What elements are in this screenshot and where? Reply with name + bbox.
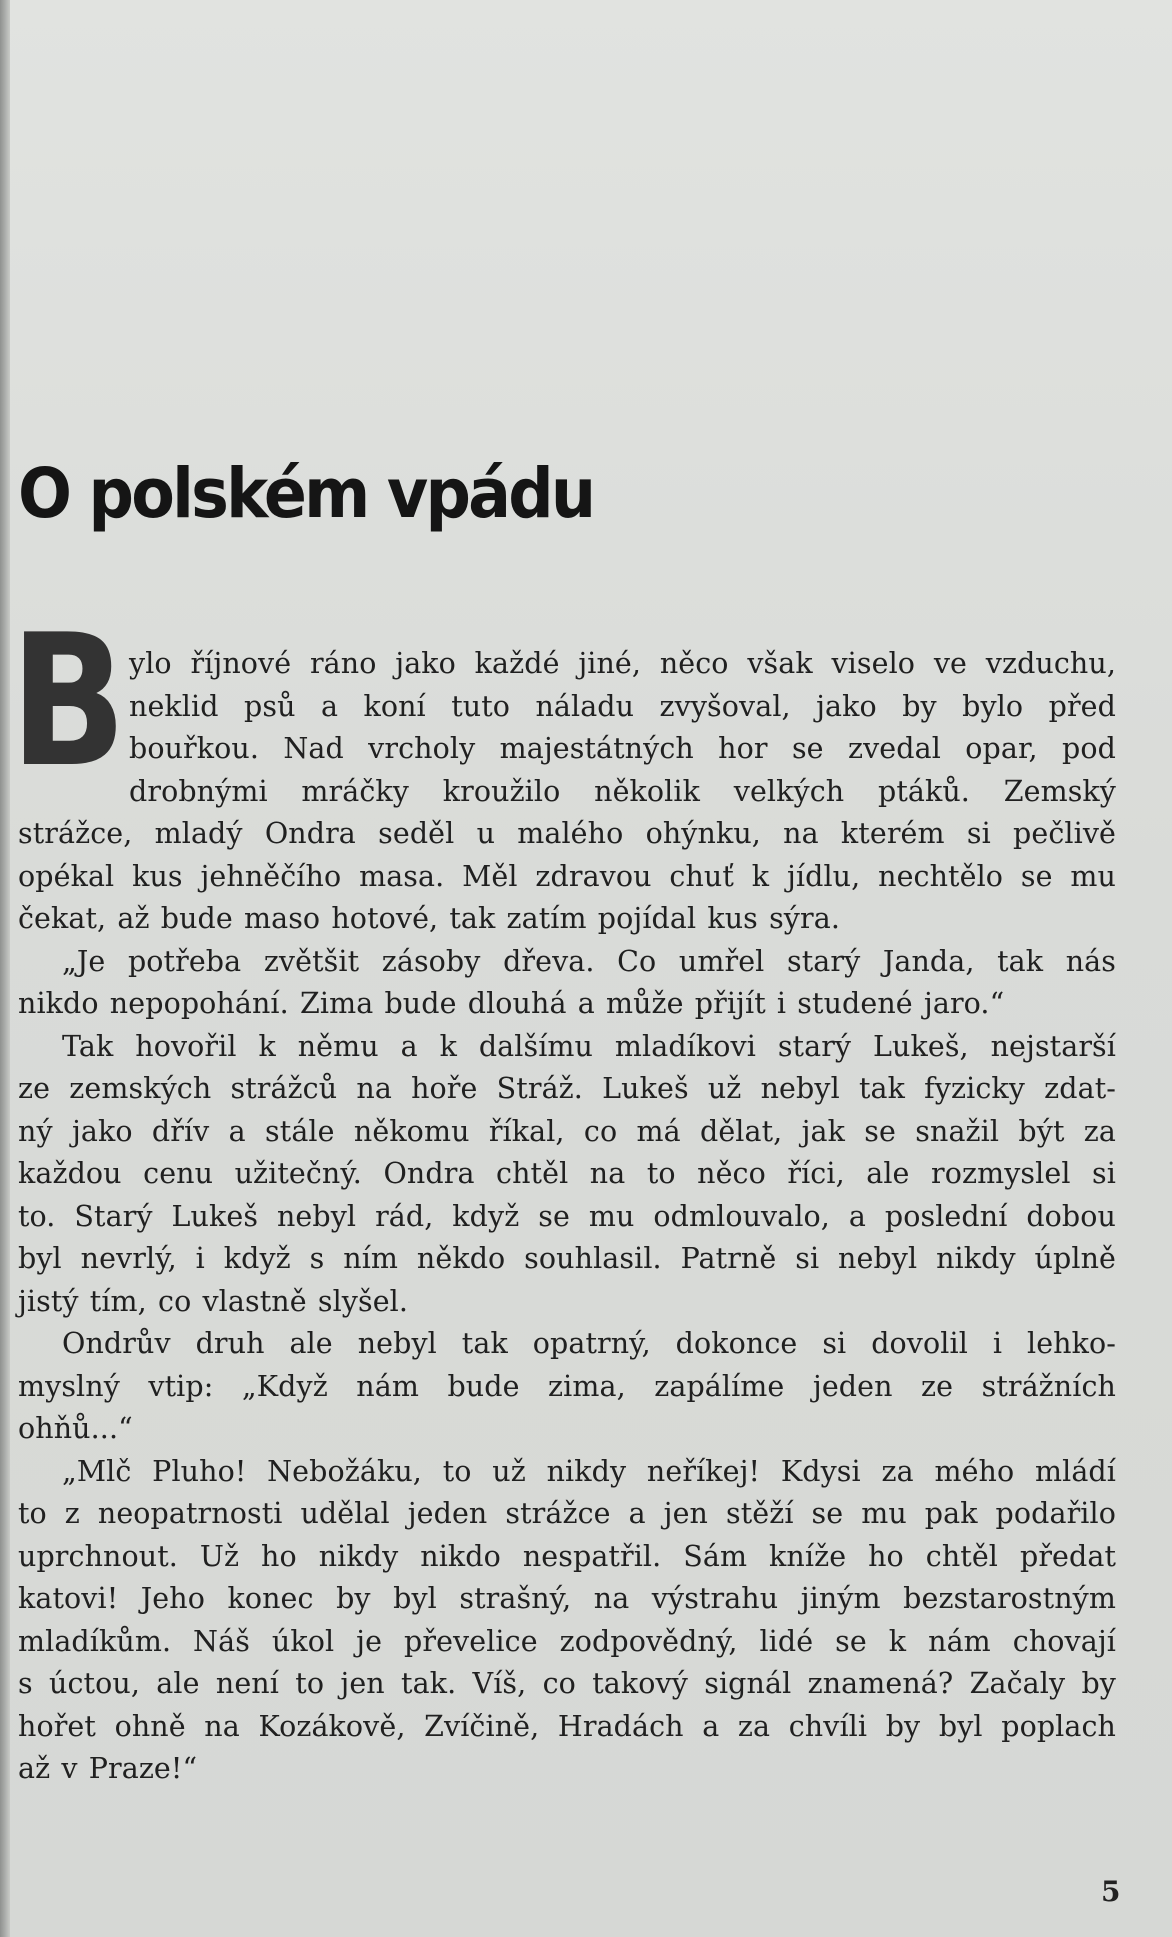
text-line: Ondrův druh ale nebyl tak opatrný, dokonce si dovolil i lehko- (62, 1327, 1116, 1360)
text-line: čekat, až bude maso hotové, tak zatím pojídal kus sýra. (18, 902, 840, 935)
text-line: uprchnout. Už ho nikdy nikdo nespatřil. Sám kníže ho chtěl předat (18, 1539, 1116, 1573)
text-line: až v Praze!“ (18, 1752, 198, 1785)
page-binding-edge (0, 0, 10, 1937)
text-line: katovi! Jeho konec by byl strašný, na výstrahu jiným bezstarostným (18, 1582, 1116, 1615)
drop-cap-letter: B (10, 595, 127, 807)
text-line: bouřkou. Nad vrcholy majestátných hor se zvedal opar, pod (129, 732, 1116, 765)
text-line: ylo říjnové ráno jako každé jiné, něco však viselo ve vzduchu, (129, 647, 1116, 680)
page-number: 5 (1101, 1875, 1121, 1908)
chapter-body-text (18, 643, 1116, 1791)
text-line: strážce, mladý Ondra seděl u malého ohýnku, na kterém si pečlivě (18, 817, 1116, 850)
text-line: nikdo nepopohání. Zima bude dlouhá a může přijít i studené jaro.“ (18, 987, 1005, 1020)
text-line: s úctou, ale není to jen tak. Víš, co takový signál znamená? Začaly by (18, 1667, 1116, 1700)
chapter-title: O polském vpádu (18, 454, 594, 534)
text-line: „Mlč Pluho! Nebožáku, to už nikdy neříkej! Kdysi za mého mládí (62, 1454, 1116, 1488)
text-line: myslný vtip: „Když nám bude zima, zapálíme jeden ze strážních (18, 1369, 1116, 1403)
text-line: byl nevrlý, i když s ním někdo souhlasil. Patrně si nebyl nikdy úplně (18, 1242, 1116, 1275)
text-line: každou cenu užitečný. Ondra chtěl na to něco říci, ale rozmyslel si (18, 1157, 1116, 1190)
text-line: Tak hovořil k němu a k dalšímu mladíkovi starý Lukeš, nejstarší (62, 1029, 1116, 1063)
text-line: drobnými mráčky kroužilo několik velkých ptáků. Zemský (129, 774, 1116, 808)
text-line: jistý tím, co vlastně slyšel. (18, 1284, 409, 1318)
text-line: opékal kus jehněčího masa. Měl zdravou chuť k jídlu, nechtělo se mu (18, 859, 1116, 893)
text-line: to. Starý Lukeš nebyl rád, když se mu odmlouvalo, a poslední dobou (18, 1199, 1116, 1233)
text-line: neklid psů a koní tuto náladu zvyšoval, jako by bylo před (129, 689, 1116, 723)
text-line: hořet ohně na Kozákově, Zvíčině, Hradách a za chvíli by byl poplach (18, 1709, 1116, 1743)
text-line: ze zemských strážců na hoře Stráž. Lukeš už nebyl tak fyzicky zdat- (18, 1072, 1116, 1105)
text-line: to z neopatrnosti udělal jeden strážce a jen stěží se mu pak podařilo (18, 1497, 1116, 1530)
text-line: ný jako dřív a stále někomu říkal, co má dělat, jak se snažil být za (18, 1114, 1116, 1148)
text-line: „Je potřeba zvětšit zásoby dřeva. Co umřel starý Janda, tak nás (62, 944, 1116, 978)
text-line: mladíkům. Náš úkol je převelice zodpovědný, lidé se k nám chovají (18, 1624, 1116, 1658)
text-line: ohňů...“ (18, 1412, 133, 1445)
